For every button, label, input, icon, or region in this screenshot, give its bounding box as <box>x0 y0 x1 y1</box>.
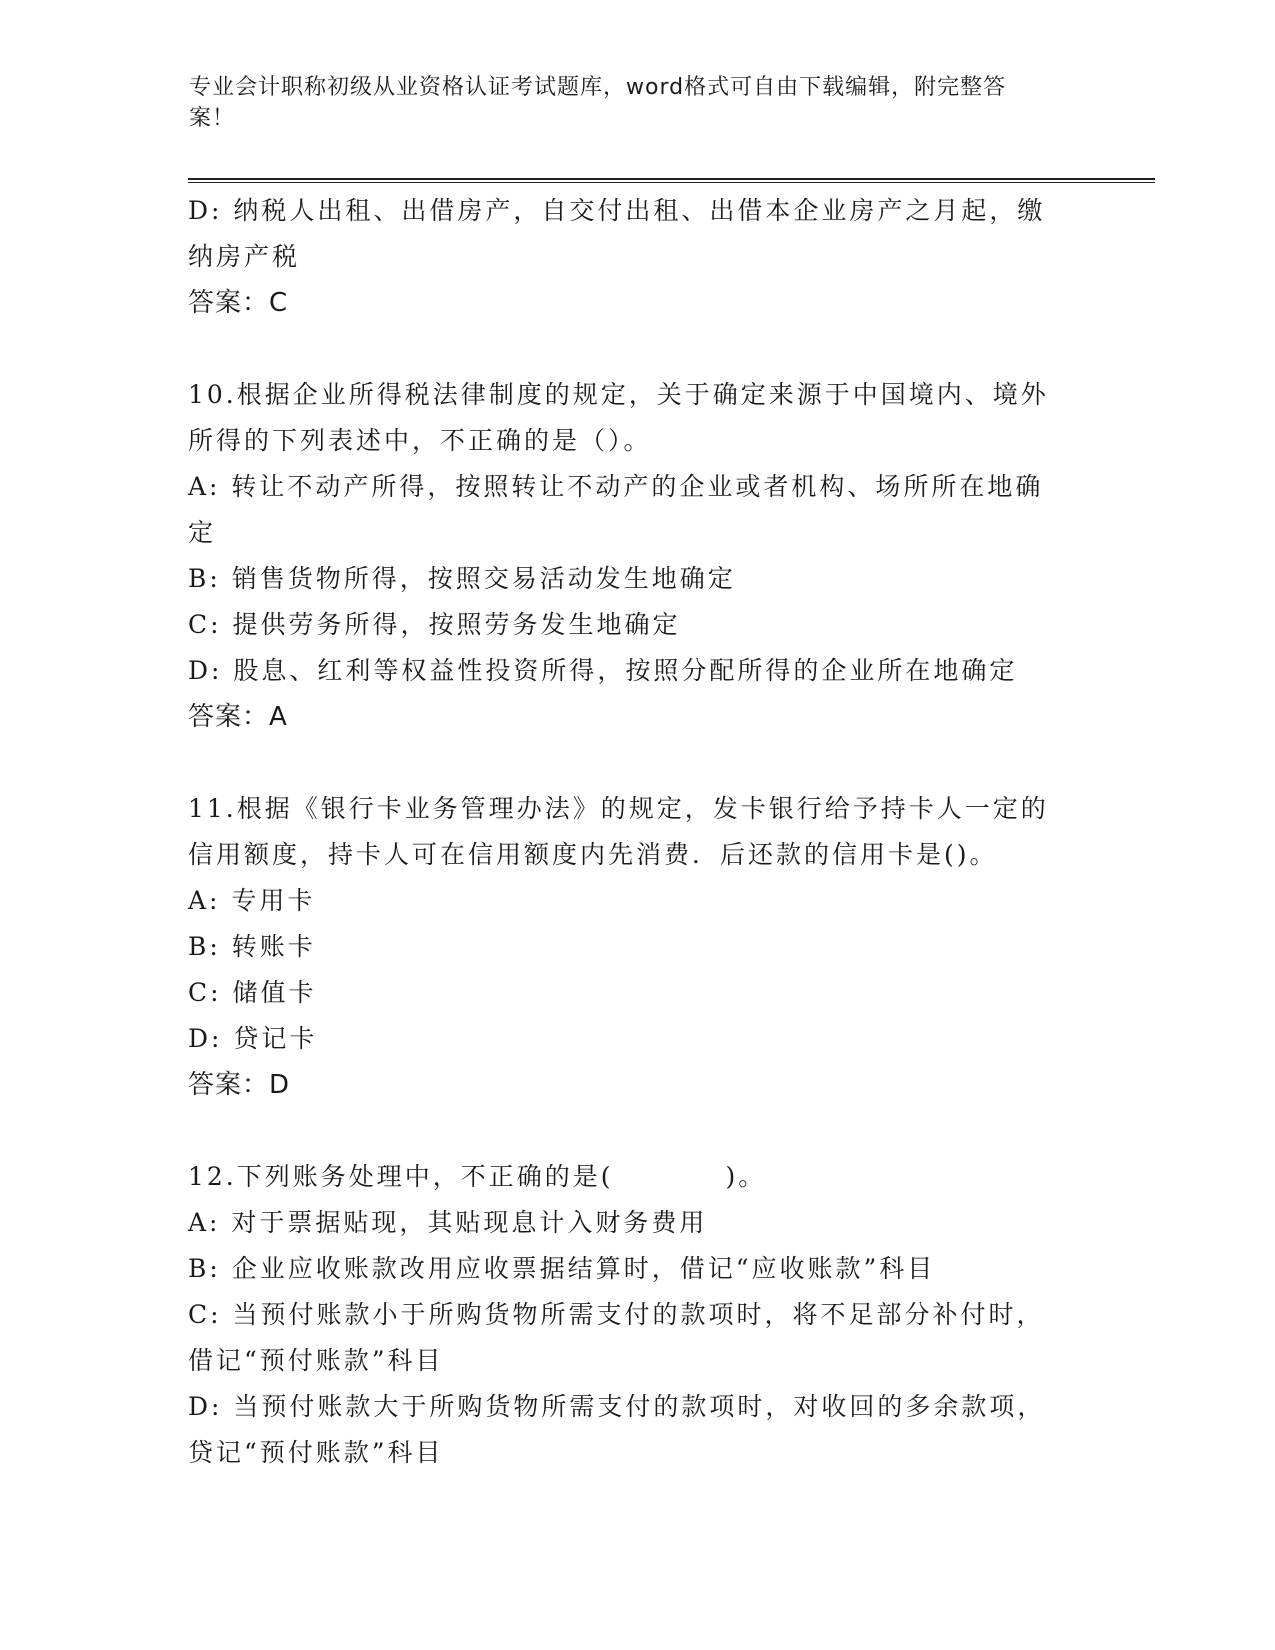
option-c: C: 当预付账款小于所购货物所需支付的款项时，将不足部分补付时， <box>188 1300 1045 1329</box>
option-d: D: 纳税人出租、出借房产，自交付出租、出借本企业房产之月起，缴 <box>188 196 1046 225</box>
question-stem: 12.下列账务处理中，不正确的是( )。 <box>188 1162 767 1191</box>
question-gap <box>188 326 1088 372</box>
question-stem: 11.根据《银行卡业务管理办法》的规定，发卡银行给予持卡人一定的 <box>188 794 1049 823</box>
question-stem: 10.根据企业所得税法律制度的规定，关于确定来源于中国境内、境外 <box>188 380 1049 409</box>
document-body <box>188 188 1088 1476</box>
answer: 答案：C <box>188 288 289 318</box>
option-c-continued: 借记“预付账款”科目 <box>188 1346 444 1375</box>
option-c: C: 提供劳务所得，按照劳务发生地确定 <box>188 610 681 639</box>
previous-question-tail <box>188 188 1088 326</box>
option-d-continued: 贷记“预付账款”科目 <box>188 1438 444 1467</box>
option-d: D: 当预付账款大于所购货物所需支付的款项时，对收回的多余款项， <box>188 1392 1046 1421</box>
question-gap <box>188 1108 1088 1154</box>
header-line-1: 专业会计职称初级从业资格认证考试题库，word格式可自由下载编辑，附完整答 <box>189 75 1007 100</box>
question-gap <box>188 740 1088 786</box>
option-a: A: 专用卡 <box>188 886 316 915</box>
option-c: C: 储值卡 <box>188 978 317 1007</box>
option-b: B: 销售货物所得，按照交易活动发生地确定 <box>188 564 736 593</box>
option-b: B: 企业应收账款改用应收票据结算时，借记“应收账款”科目 <box>188 1254 936 1283</box>
option-b: B: 转账卡 <box>188 932 316 961</box>
option-d-continued: 纳房产税 <box>188 242 301 271</box>
option-d: D: 股息、红利等权益性投资所得，按照分配所得的企业所在地确定 <box>188 656 1018 685</box>
page-header <box>189 72 1069 134</box>
question-12 <box>188 1154 1088 1476</box>
option-a-continued: 定 <box>188 518 217 547</box>
answer: 答案：D <box>188 1070 291 1100</box>
question-stem-continued: 信用额度，持卡人可在信用额度内先消费．后还款的信用卡是()。 <box>188 840 998 869</box>
header-divider <box>188 178 1155 183</box>
question-10 <box>188 372 1088 740</box>
header-line-2: 案！ <box>189 106 236 131</box>
option-a: A: 对于票据贴现，其贴现息计入财务费用 <box>188 1208 708 1237</box>
option-d: D: 贷记卡 <box>188 1024 318 1053</box>
question-11 <box>188 786 1088 1108</box>
answer: 答案：A <box>188 702 288 732</box>
question-stem-continued: 所得的下列表述中，不正确的是（）。 <box>188 426 652 455</box>
option-a: A: 转让不动产所得，按照转让不动产的企业或者机构、场所所在地确 <box>188 472 1044 501</box>
